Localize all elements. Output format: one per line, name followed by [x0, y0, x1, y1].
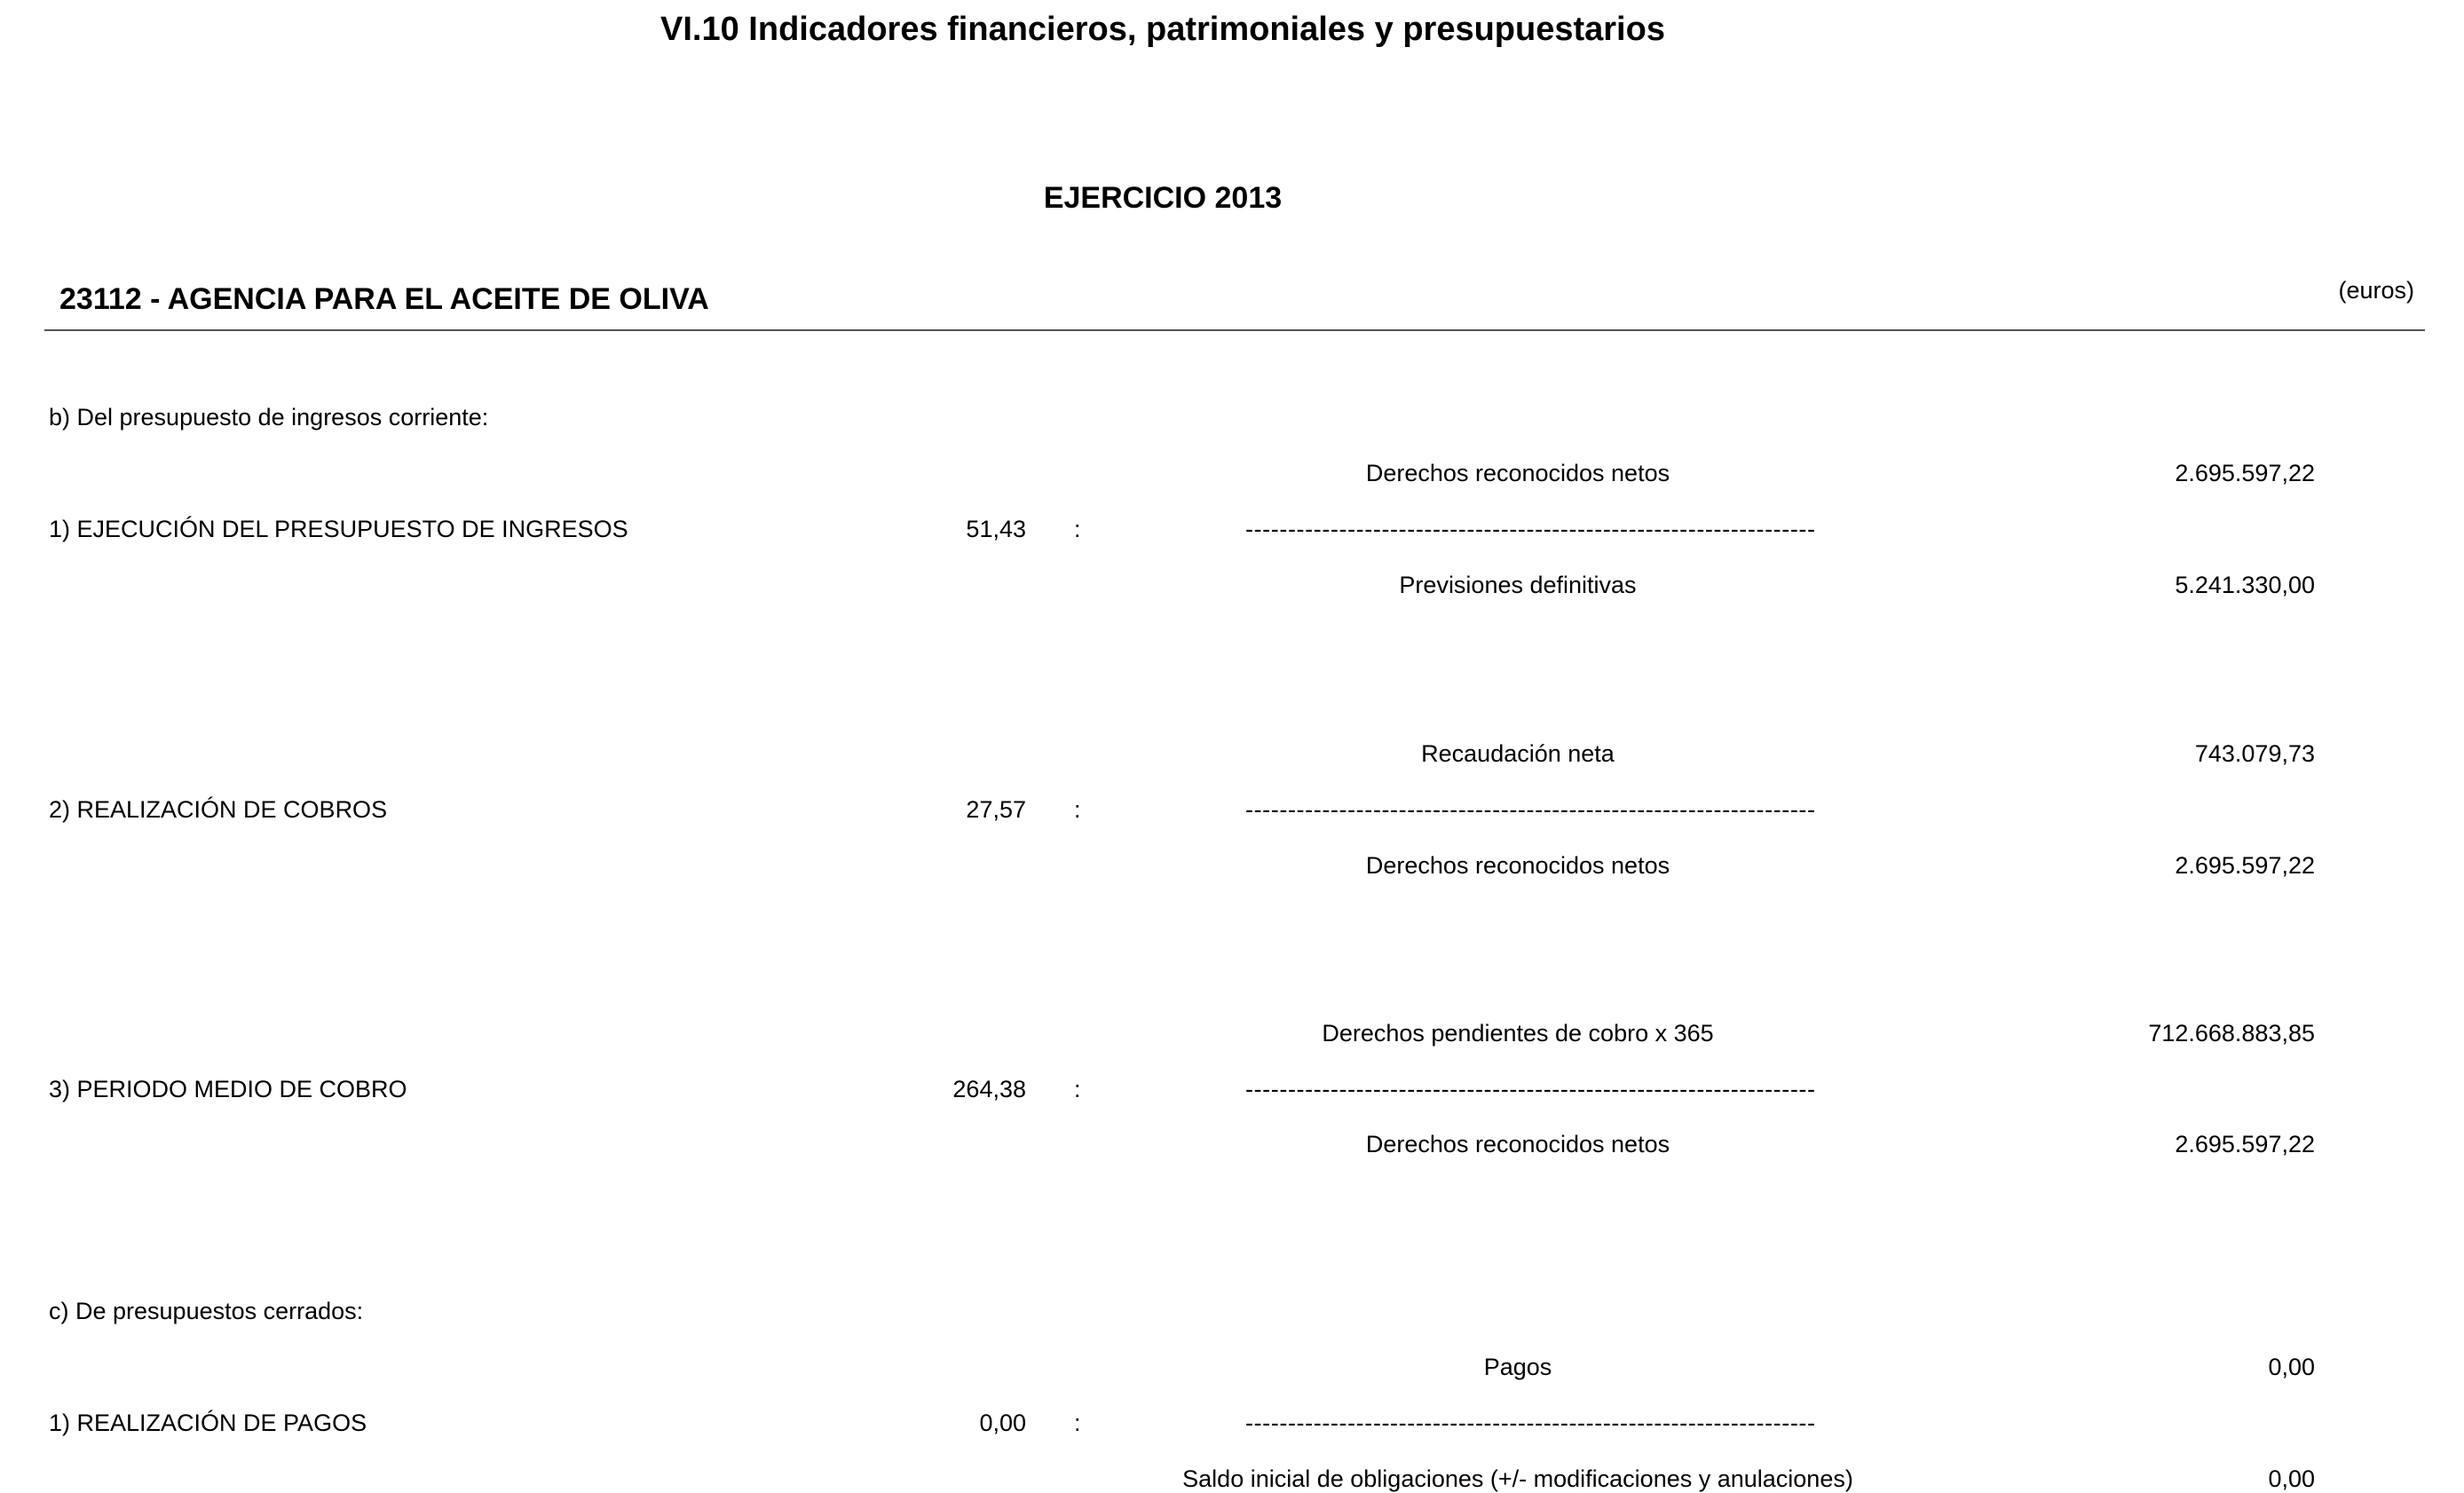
numerator-label: Recaudación neta — [1421, 740, 1615, 767]
units-label: (euros) — [2338, 277, 2414, 304]
indicator-label: 1) REALIZACIÓN DE PAGOS — [49, 1410, 367, 1436]
indicator-value: 51,43 — [966, 516, 1026, 542]
numerator-amount: 712.668.883,85 — [2148, 1020, 2315, 1047]
header-divider — [44, 329, 2425, 331]
numerator-amount: 2.695.597,22 — [2175, 460, 2315, 486]
page-title: VI.10 Indicadores financieros, patrimoniales y presupuestarios — [660, 11, 1665, 48]
fraction-line: ------------------------------------------------------------------- — [1245, 1076, 1816, 1102]
denominator-label: Saldo inicial de obligaciones (+/- modificaciones y anulaciones) — [1182, 1465, 1853, 1492]
fiscal-year-heading: EJERCICIO 2013 — [1043, 181, 1283, 215]
entity-heading: 23112 - AGENCIA PARA EL ACEITE DE OLIVA — [59, 282, 709, 316]
denominator-amount: 2.695.597,22 — [2175, 1131, 2315, 1157]
numerator-label: Derechos reconocidos netos — [1365, 460, 1670, 486]
denominator-amount: 2.695.597,22 — [2175, 852, 2315, 879]
denominator-amount: 5.241.330,00 — [2175, 572, 2315, 598]
indicator-value: 0,00 — [979, 1410, 1026, 1436]
fraction-line: ------------------------------------------------------------------- — [1245, 516, 1816, 542]
indicator-value: 27,57 — [966, 796, 1026, 823]
denominator-label: Derechos reconocidos netos — [1365, 852, 1670, 879]
indicator-value: 264,38 — [952, 1076, 1026, 1102]
indicator-label: 1) EJECUCIÓN DEL PRESUPUESTO DE INGRESOS — [49, 516, 628, 542]
denominator-amount: 0,00 — [2268, 1465, 2315, 1492]
numerator-amount: 0,00 — [2268, 1354, 2315, 1380]
colon-separator: : — [1074, 1076, 1081, 1102]
indicator-label: 2) REALIZACIÓN DE COBROS — [49, 796, 388, 823]
numerator-label: Derechos pendientes de cobro x 365 — [1322, 1020, 1714, 1047]
denominator-label: Derechos reconocidos netos — [1365, 1131, 1670, 1157]
colon-separator: : — [1074, 1410, 1081, 1436]
denominator-label: Previsiones definitivas — [1399, 572, 1637, 598]
section-c-title: c) De presupuestos cerrados: — [49, 1298, 364, 1324]
numerator-label: Pagos — [1483, 1354, 1552, 1380]
colon-separator: : — [1074, 796, 1081, 823]
numerator-amount: 743.079,73 — [2194, 740, 2315, 767]
fraction-line: ------------------------------------------------------------------- — [1245, 796, 1816, 823]
fraction-line: ------------------------------------------------------------------- — [1245, 1410, 1816, 1436]
section-b-title: b) Del presupuesto de ingresos corriente: — [49, 404, 489, 431]
indicator-label: 3) PERIODO MEDIO DE COBRO — [49, 1076, 407, 1102]
colon-separator: : — [1074, 516, 1081, 542]
